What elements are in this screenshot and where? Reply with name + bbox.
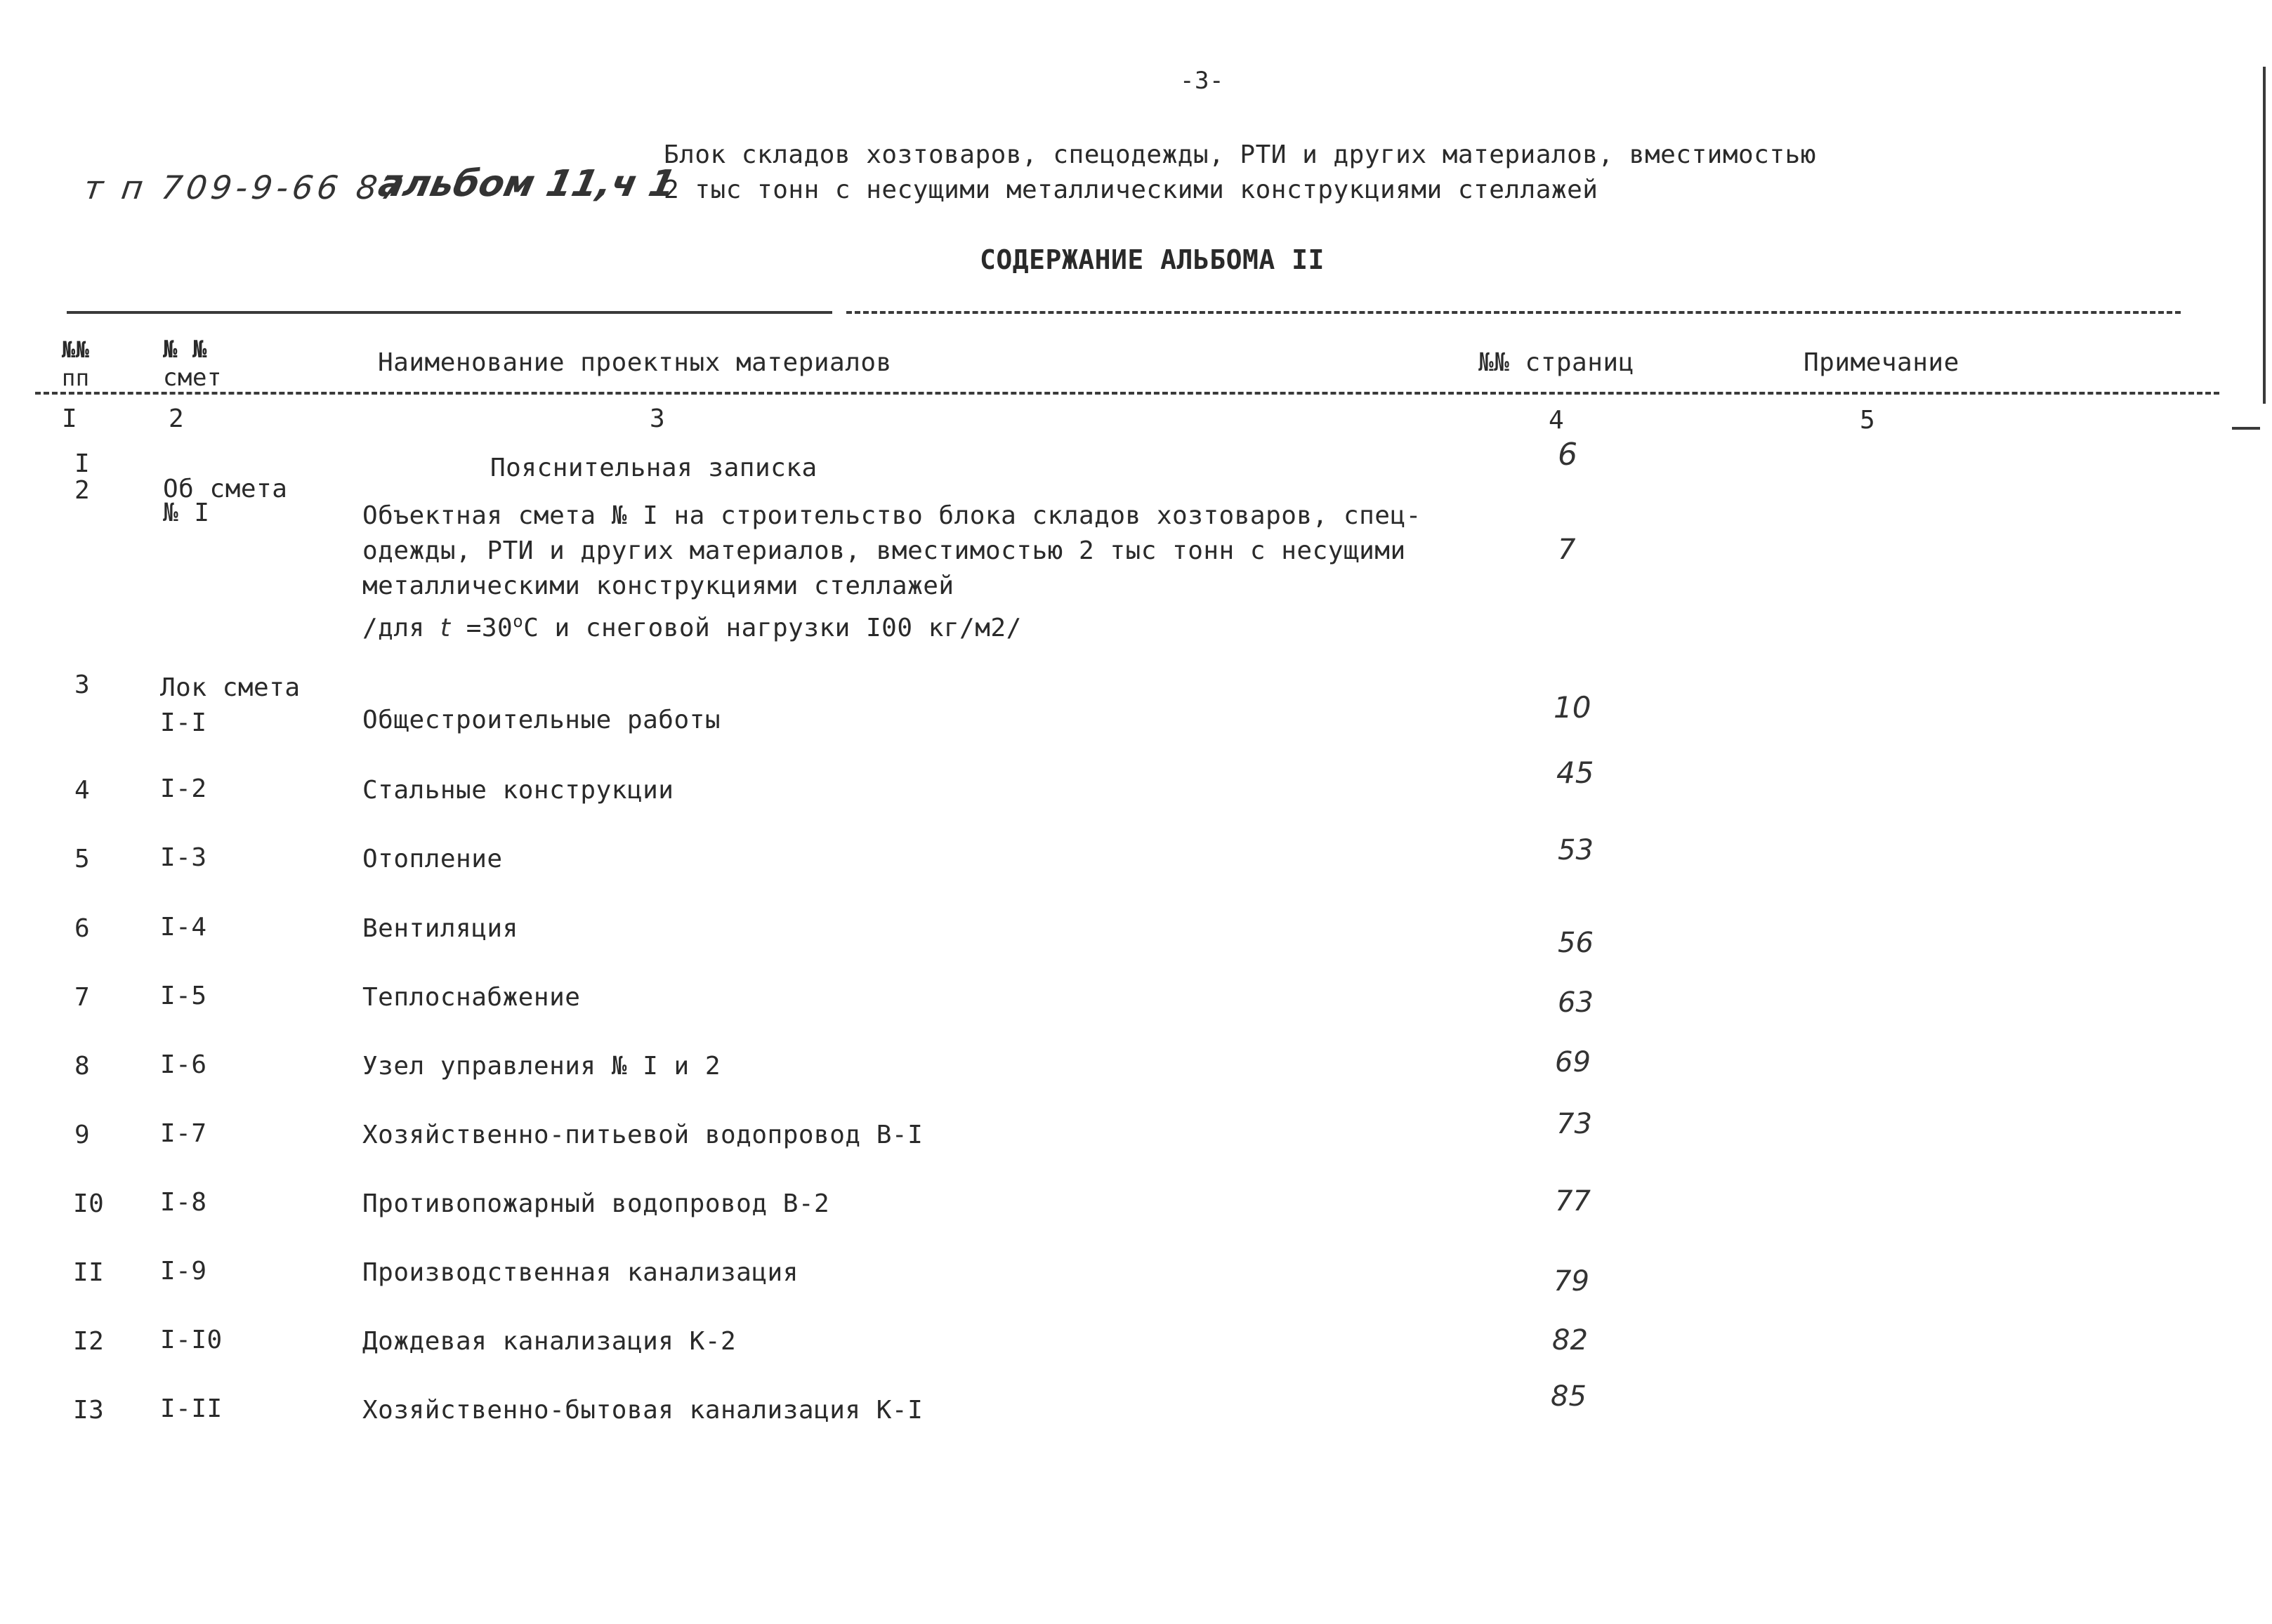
column-number-5: 5	[1860, 406, 1876, 435]
row-2-name-line-3: металлическими конструкциями стеллажей	[362, 572, 954, 600]
row-2-name-line-4-temp: =30	[466, 614, 513, 642]
header-estimate-line-2: смет	[163, 364, 222, 392]
row-4-name: Стальные конструкции	[362, 776, 674, 805]
album-reference: альбом 11,ч 1	[374, 163, 680, 205]
row-13-page: 85	[1551, 1380, 1587, 1413]
row-13-number: I3	[73, 1396, 105, 1425]
row-3-name: Общестроительные работы	[362, 706, 721, 734]
row-2-estimate	[163, 477, 287, 525]
row-11-estimate: I-9	[160, 1257, 207, 1286]
header-note: Примечание	[1804, 348, 1959, 377]
row-5-name: Отопление	[362, 845, 503, 873]
column-number-2: 2	[169, 404, 185, 433]
project-code: т п 709-9-66 87	[81, 169, 409, 206]
row-13-name: Хозяйственно-бытовая канализация К-I	[362, 1396, 924, 1425]
table-top-rule	[67, 311, 832, 314]
row-4-number: 4	[74, 776, 91, 805]
row-12-estimate: I-I0	[160, 1326, 223, 1354]
row-9-estimate: I-7	[160, 1119, 207, 1148]
row-8-name: Узел управления № I и 2	[362, 1052, 721, 1081]
column-number-3: 3	[650, 404, 666, 433]
row-10-number: I0	[73, 1189, 105, 1218]
row-4-page: 45	[1556, 755, 1594, 790]
row-9-name: Хозяйственно-питьевой водопровод В-I	[362, 1121, 924, 1149]
header-bottom-rule	[35, 392, 2219, 395]
row-11-page: 79	[1554, 1265, 1589, 1298]
row-12-number: I2	[73, 1327, 105, 1356]
row-7-estimate: I-5	[160, 982, 207, 1010]
header-row-number-line-2: пп	[62, 364, 90, 391]
row-6-number: 6	[74, 914, 91, 943]
row-3-estimate	[160, 671, 301, 741]
row-5-estimate: I-3	[160, 843, 207, 872]
row-6-page: 56	[1558, 927, 1594, 959]
row-2-name	[362, 499, 1421, 646]
row-1-name: Пояснительная записка	[490, 454, 817, 482]
row-5-number: 5	[74, 845, 91, 873]
row-10-estimate: I-8	[160, 1188, 207, 1217]
header-estimate-number	[163, 336, 222, 392]
row-9-page: 73	[1556, 1108, 1592, 1140]
row-1-page: 6	[1558, 437, 1577, 473]
contents-title: СОДЕРЖАНИЕ АЛЬБОМА II	[980, 244, 1325, 275]
row-8-estimate: I-6	[160, 1050, 207, 1079]
column-number-1: I	[62, 404, 78, 433]
row-2-name-line-1: Объектная смета № I на строительство блока складов хозтоваров, спец-	[362, 501, 1421, 530]
row-8-page: 69	[1555, 1046, 1591, 1078]
row-2-name-line-4	[362, 604, 1421, 646]
page-number: -3-	[1180, 67, 1224, 95]
row-12-page: 82	[1552, 1324, 1588, 1356]
header-row-number-line-1: №№	[62, 336, 90, 363]
row-1-number: I	[74, 449, 91, 478]
row-7-number: 7	[74, 983, 91, 1012]
row-2-estimate-line-1: Об смета	[163, 475, 288, 503]
row-8-number: 8	[74, 1052, 91, 1081]
project-title-line-1: Блок складов хозтоваров, спецодежды, РТИ и других материалов, вместимостью	[664, 140, 1816, 169]
row-2-name-line-2: одежды, РТИ и других материалов, вместимостью 2 тыс тонн с несущими	[362, 536, 1406, 565]
row-3-number: 3	[74, 671, 91, 699]
row-2-name-line-4-deg: о	[513, 612, 524, 631]
row-10-page: 77	[1555, 1185, 1591, 1217]
project-title-line-2: 2 тыс тонн с несущими металлическими конструкциями стеллажей	[664, 176, 1598, 204]
row-5-page: 53	[1558, 834, 1594, 866]
table-top-rule-dashed	[846, 311, 2181, 314]
row-7-name: Теплоснабжение	[362, 983, 581, 1012]
row-10-name: Противопожарный водопровод В-2	[362, 1189, 830, 1218]
row-3-page: 10	[1554, 690, 1591, 725]
page-border-right	[2263, 67, 2266, 404]
row-2-name-line-4-suffix: С и снеговой нагрузки I00 кг/м2/	[523, 614, 1022, 642]
row-6-name: Вентиляция	[362, 914, 518, 943]
header-row-number	[62, 336, 90, 392]
column-number-4: 4	[1549, 406, 1565, 435]
column-number-rule	[2232, 427, 2260, 430]
header-estimate-line-1: № №	[163, 336, 207, 364]
row-2-name-line-4-prefix: /для	[362, 614, 425, 642]
header-pages: №№ страниц	[1478, 348, 1634, 377]
row-2-estimate-line-2: № I	[163, 499, 210, 527]
header-name: Наименование проектных материалов	[378, 348, 892, 377]
row-2-name-line-4-t: t	[440, 614, 451, 642]
row-11-number: II	[73, 1258, 105, 1287]
row-2-number: 2	[74, 476, 91, 505]
row-3-estimate-line-2: I-I	[160, 708, 207, 737]
row-4-estimate: I-2	[160, 774, 207, 803]
row-2-page: 7	[1558, 534, 1576, 566]
row-3-estimate-line-1: Лок смета	[160, 673, 301, 702]
row-7-page: 63	[1558, 986, 1594, 1019]
row-12-name: Дождевая канализация К-2	[362, 1327, 737, 1356]
row-9-number: 9	[74, 1121, 91, 1149]
row-6-estimate: I-4	[160, 913, 207, 942]
row-11-name: Производственная канализация	[362, 1258, 799, 1287]
row-13-estimate: I-II	[160, 1394, 223, 1423]
